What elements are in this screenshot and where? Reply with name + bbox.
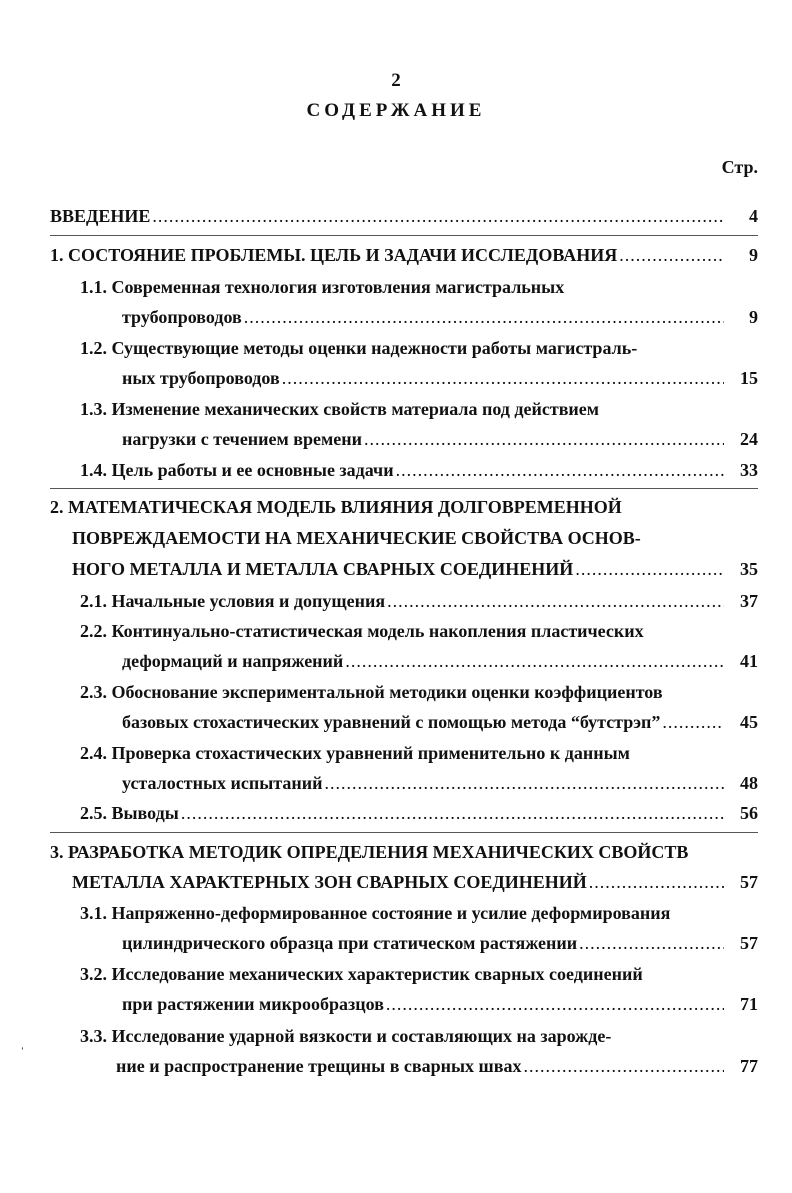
toc-entry-text: 2.1. Начальные условия и допущения [80,591,386,611]
toc-entry-3-1-line1[interactable]: 3.1. Напряженно-деформированное состояние и усилие деформирования [80,903,671,923]
toc-leader [345,650,724,672]
toc-entry-text: усталостных испытаний [122,773,323,793]
scan-artifact-mark: ˈ [20,1046,25,1061]
toc-entry-text: ных трубопроводов [122,368,280,388]
toc-entry-text: деформаций и напряжений [122,651,344,671]
toc-page-number: 4 [749,206,758,226]
toc-leader [579,932,724,954]
toc-leader [589,871,724,893]
toc-entry-chapter-2-line2[interactable]: ПОВРЕЖДАЕМОСТИ НА МЕХАНИЧЕСКИЕ СВОЙСТВА ОСНОВ- [72,528,641,548]
toc-leader [396,459,724,481]
toc-page-number: 57 [740,872,758,892]
toc-entry-text: цилиндрического образца при статическом растяжении [122,933,578,953]
toc-leader [181,802,724,824]
toc-entry-1-4[interactable] [80,459,758,481]
toc-leader [619,244,724,266]
toc-entry-1-3[interactable] [122,428,758,450]
divider [50,832,758,833]
toc-entry-2-1[interactable] [80,590,758,612]
toc-leader [386,993,724,1015]
toc-page-number: 15 [740,368,758,388]
toc-page-number: 9 [749,307,758,327]
toc-page-number: 35 [740,559,758,579]
toc-page-number: 33 [740,460,758,480]
toc-entry-3-3[interactable] [116,1055,758,1077]
toc-entry-text: МЕТАЛЛА ХАРАКТЕРНЫХ ЗОН СВАРНЫХ СОЕДИНЕНИЙ [72,872,587,892]
toc-entry-text: ВВЕДЕНИЕ [50,206,151,226]
toc-page-number: 56 [740,803,758,823]
toc-entry-chapter-2-line1[interactable]: 2. МАТЕМАТИЧЕСКАЯ МОДЕЛЬ ВЛИЯНИЯ ДОЛГОВРЕМЕННОЙ [50,497,622,517]
toc-page-number: 9 [749,245,758,265]
toc-entry-1-2[interactable] [122,367,758,389]
toc-entry-3-2[interactable] [122,993,758,1015]
toc-leader [324,772,724,794]
toc-entry-2-2-line1[interactable]: 2.2. Континуально-статистическая модель накопления пластических [80,621,644,641]
page-number: 2 [391,70,401,91]
toc-page-number: 77 [740,1056,758,1076]
toc-entry-text: базовых стохастических уравнений с помощью метода “бутстрэп” [122,712,661,732]
toc-leader [282,367,724,389]
toc-entry-2-4[interactable] [122,772,758,794]
toc-entry-3-1[interactable] [122,932,758,954]
toc-entry-text: трубопроводов [122,307,242,327]
toc-leader [387,590,724,612]
toc-entry-text: 1.4. Цель работы и ее основные задачи [80,460,394,480]
toc-entry-1-1-line1[interactable]: 1.1. Современная технология изготовления магистральных [80,277,565,297]
toc-leader [523,1055,724,1077]
toc-page-number: 45 [740,712,758,732]
toc-entry-2-5[interactable] [80,802,758,824]
toc-entry-3-3-line1[interactable]: 3.3. Исследование ударной вязкости и составляющих на зарожде- [80,1026,612,1046]
toc-entry-chapter-3-line1[interactable]: 3. РАЗРАБОТКА МЕТОДИК ОПРЕДЕЛЕНИЯ МЕХАНИЧЕСКИХ СВОЙСТВ [50,842,689,862]
toc-entry-1-3-line1[interactable]: 1.3. Изменение механических свойств материала под действием [80,399,600,419]
toc-leader [575,558,724,580]
page-column-header: Стр. [721,157,758,177]
toc-entry-1-2-line1[interactable]: 1.2. Существующие методы оценки надежности работы магистраль- [80,338,638,358]
toc-entry-text: 2.5. Выводы [80,803,179,823]
toc-page-number: 71 [740,994,758,1014]
toc-entry-introduction[interactable] [50,205,758,227]
page-title: СОДЕРЖАНИЕ [306,100,486,121]
toc-entry-chapter-2[interactable] [72,558,758,580]
toc-leader [364,428,724,450]
toc-leader [662,711,724,733]
toc-leader [244,306,724,328]
toc-entry-text: НОГО МЕТАЛЛА И МЕТАЛЛА СВАРНЫХ СОЕДИНЕНИЙ [72,559,574,579]
toc-entry-text: ние и распространение трещины в сварных швах [116,1056,522,1076]
toc-entry-chapter-3[interactable] [72,871,758,893]
toc-entry-1-1[interactable] [122,306,758,328]
toc-entry-2-2[interactable] [122,650,758,672]
toc-entry-text: нагрузки с течением времени [122,429,363,449]
toc-entry-chapter-1[interactable] [50,244,758,266]
toc-entry-text: при растяжении микрообразцов [122,994,384,1014]
toc-entry-2-4-line1[interactable]: 2.4. Проверка стохастических уравнений применительно к данным [80,743,630,763]
toc-page-number: 37 [740,591,758,611]
divider [50,488,758,489]
toc-page-number: 41 [740,651,758,671]
toc-page-number: 48 [740,773,758,793]
toc-page-number: 57 [740,933,758,953]
divider [50,235,758,236]
toc-leader [152,205,724,227]
toc-entry-text: 1. СОСТОЯНИЕ ПРОБЛЕМЫ. ЦЕЛЬ И ЗАДАЧИ ИССЛЕДОВАНИЯ [50,245,618,265]
toc-entry-2-3-line1[interactable]: 2.3. Обоснование экспериментальной методики оценки коэффициентов [80,682,663,702]
toc-entry-3-2-line1[interactable]: 3.2. Исследование механических характеристик сварных соединений [80,964,643,984]
toc-entry-2-3[interactable] [122,711,758,733]
toc-page-number: 24 [740,429,758,449]
